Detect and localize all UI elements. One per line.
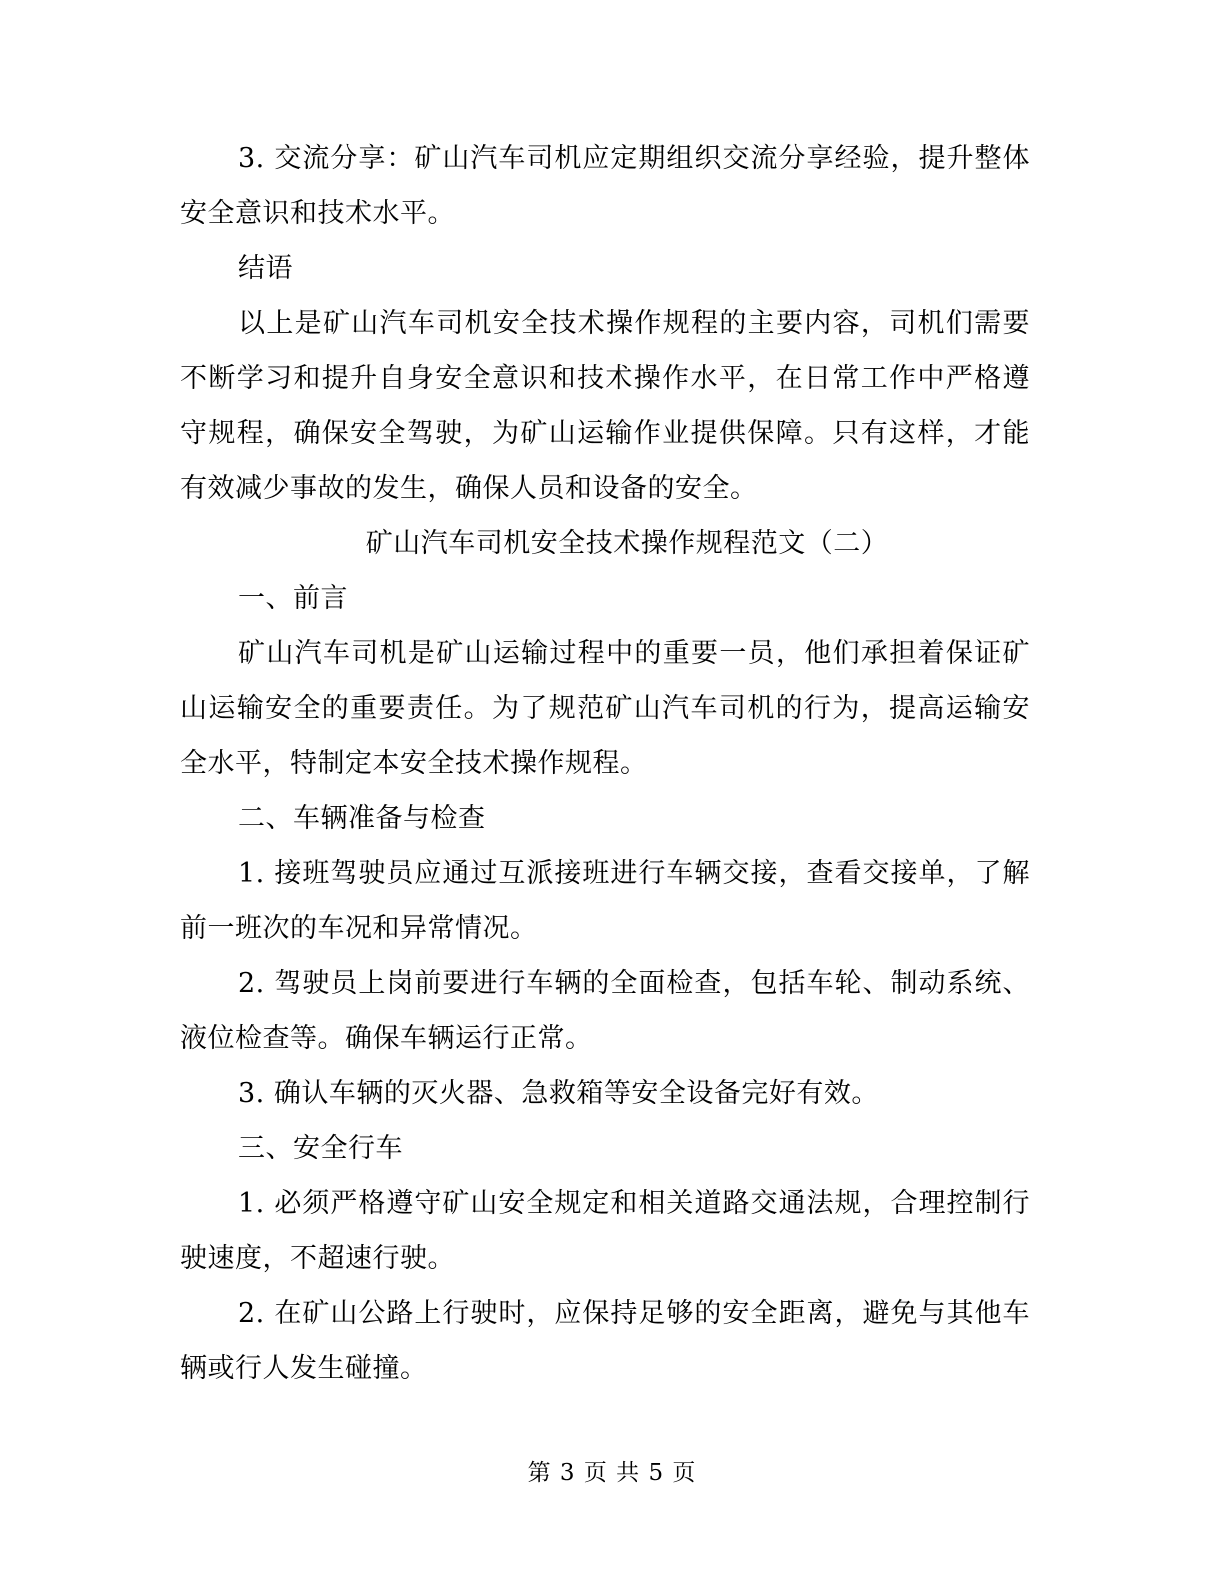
document-body: [180, 131, 1030, 1396]
heading-vehicle-check: 二、车辆准备与检查: [238, 803, 486, 834]
paragraph-exchange-sharing: 3. 交流分享：矿山汽车司机应定期组织交流分享经验，提升整体安全意识和技术水平。: [180, 143, 1030, 229]
paragraph-conclusion: 以上是矿山汽车司机安全技术操作规程的主要内容，司机们需要不断学习和提升自身安全意识和技术操作水平，在日常工作中严格遵守规程，确保安全驾驶，为矿山运输作业提供保障。只有这样，才能有效减少事故的发生，确保人员和设备的安全。: [180, 308, 1030, 504]
list-item-safety-equipment: 3. 确认车辆的灭火器、急救箱等安全设备完好有效。: [238, 1078, 879, 1109]
section-title: 矿山汽车司机安全技术操作规程范文（二）: [365, 528, 889, 559]
list-item-inspection: 2. 驾驶员上岗前要进行车辆的全面检查，包括车轮、制动系统、液位检查等。确保车辆运行正常。: [180, 968, 1030, 1054]
heading-conclusion: 结语: [238, 253, 293, 284]
list-item-safe-distance: 2. 在矿山公路上行驶时，应保持足够的安全距离，避免与其他车辆或行人发生碰撞。: [180, 1298, 1030, 1384]
heading-preface: 一、前言: [238, 583, 348, 614]
paragraph-preface: 矿山汽车司机是矿山运输过程中的重要一员，他们承担着保证矿山运输安全的重要责任。为了规范矿山汽车司机的行为，提高运输安全水平，特制定本安全技术操作规程。: [180, 638, 1030, 779]
page-number-footer: 第 3 页 共 5 页: [527, 1460, 697, 1486]
heading-safe-driving: 三、安全行车: [238, 1133, 403, 1164]
list-item-handover: 1. 接班驾驶员应通过互派接班进行车辆交接，查看交接单，了解前一班次的车况和异常情况。: [180, 858, 1030, 944]
list-item-traffic-rules: 1. 必须严格遵守矿山安全规定和相关道路交通法规，合理控制行驶速度，不超速行驶。: [180, 1188, 1030, 1274]
